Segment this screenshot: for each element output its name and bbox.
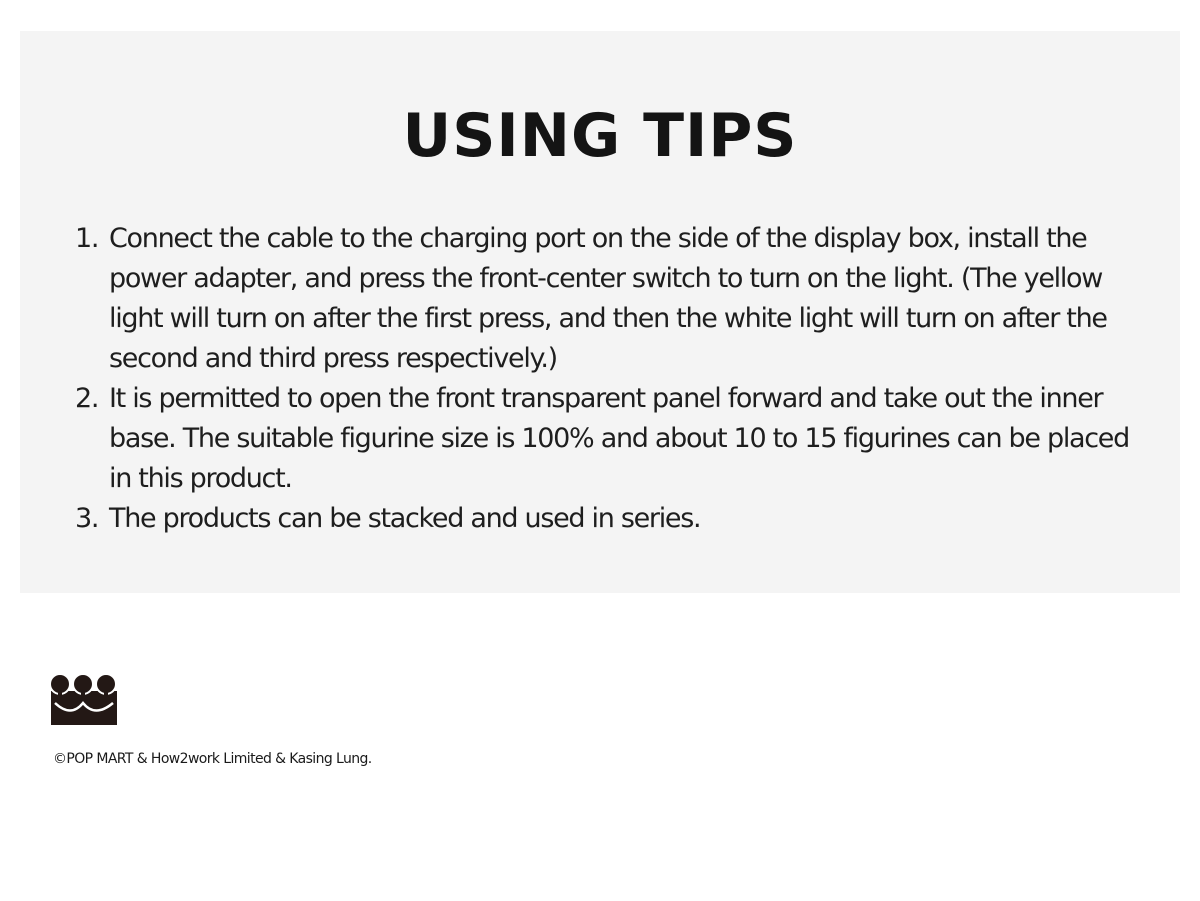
list-item-text: Connect the cable to the charging port on the side of the display box, install the power adapter, and press the front-center switch to turn on the light. (The yellow light will turn on after the first press, and then the white light will turn on after the second and third press respectively.) (109, 223, 1107, 374)
crown-shape (50, 674, 117, 725)
copyright-notice: ©POP MART & How2work Limited & Kasing Lung. (53, 751, 372, 767)
list-item-text: The products can be stacked and used in series. (109, 503, 701, 534)
list-item-number: 1. (75, 223, 99, 254)
list-item (75, 219, 1135, 379)
list-item-text: It is permitted to open the front transparent panel forward and take out the inner base. The suitable figurine size is 100% and about 10 to 15 figurines can be placed in this product. (109, 383, 1129, 494)
tips-list (75, 219, 1135, 539)
page-title: USING TIPS (402, 101, 798, 171)
list-item (75, 379, 1135, 499)
list-item-number: 2. (75, 383, 99, 414)
list-item-number: 3. (75, 503, 99, 534)
list-item (75, 499, 1135, 539)
pop-mart-crown-icon (49, 673, 119, 725)
